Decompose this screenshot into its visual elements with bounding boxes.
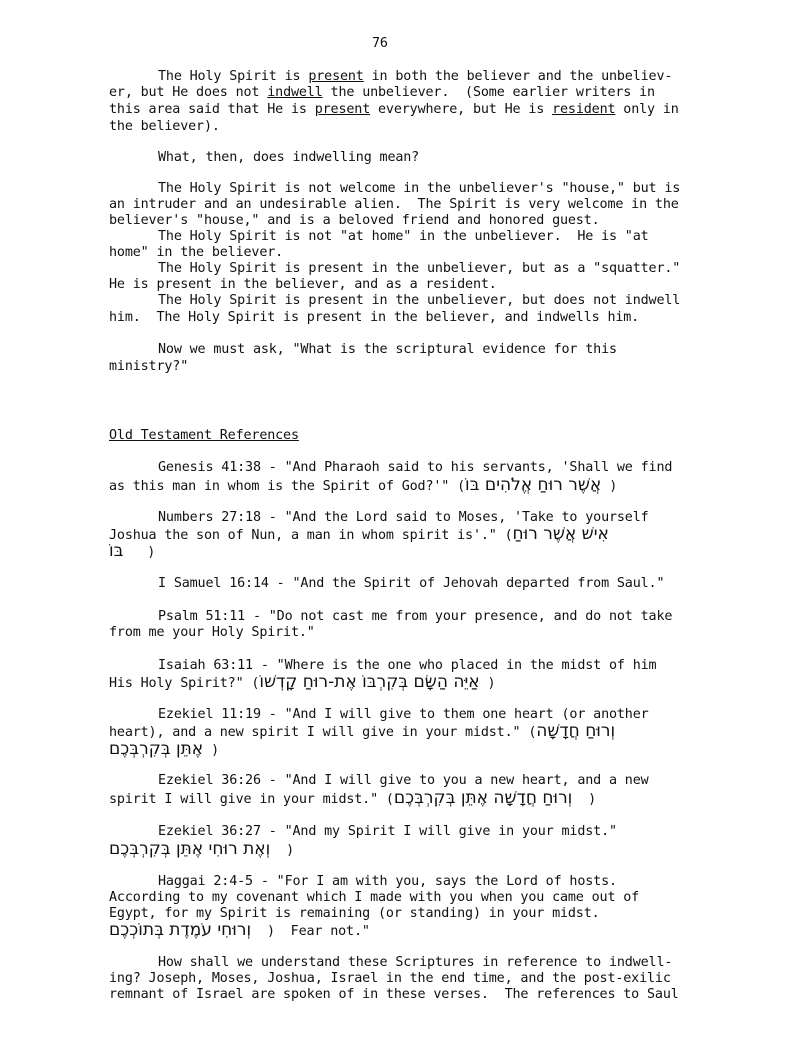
- hebrew-text: וְרוּחִי עֹמֶדֶת בְּתוֹכְכֶם: [109, 920, 252, 940]
- scripture-reference: I Samuel 16:14 - "And the Spirit of Jehovah departed from Saul.": [158, 576, 665, 591]
- text-line: He is present in the believer, and as a resident.: [109, 277, 497, 292]
- text-line: believer's "house," and is a beloved friend and honored guest.: [109, 213, 600, 228]
- hebrew-text: אִישׁ אֲשֶׁר רוּחַ: [512, 524, 609, 544]
- scripture-reference: Ezekiel 36:26 - "And I will give to you a new heart, and a new: [158, 773, 649, 788]
- scripture-reference: According to my covenant which I made with you when you came out of: [109, 890, 640, 905]
- scripture-reference: Numbers 27:18 - "And the Lord said to Moses, 'Take to yourself: [158, 510, 649, 525]
- underlined-word: present: [308, 69, 364, 84]
- hebrew-text: וְרוּחַ חֲדָשָׁה אֶתֵּן בְּקִרְבְּכֶם: [393, 788, 573, 808]
- scripture-reference: Isaiah 63:11 - "Where is the one who placed in the midst of him: [158, 658, 657, 673]
- text-line: remnant of Israel are spoken of in these verses. The references to Saul: [109, 987, 679, 1002]
- text-line: ing? Joseph, Moses, Joshua, Israel in the end time, and the post-exilic: [109, 971, 671, 986]
- scripture-reference: וְאֶת רוּחִי אֶתֵּן בְּקִרְבְּכֶם ): [109, 839, 295, 859]
- text-line: er, but He does not indwell the unbeliever. (Some earlier writers in: [109, 85, 655, 100]
- underlined-word: indwell: [267, 85, 323, 100]
- scripture-reference: spirit I will give in your midst." (וְרוּחַ חֲדָשָׁה אֶתֵּן בְּקִרְבְּכֶם ): [109, 788, 597, 808]
- underlined-word: resident: [552, 102, 616, 117]
- text-line: The Holy Spirit is present in both the believer and the unbeliev-: [158, 69, 673, 84]
- page-number: 76: [372, 36, 388, 51]
- text-line: The Holy Spirit is not "at home" in the unbeliever. He is "at: [158, 229, 649, 244]
- text-line: an intruder and an undesirable alien. The Spirit is very welcome in the: [109, 197, 679, 212]
- scripture-reference: from me your Holy Spirit.": [109, 625, 315, 640]
- text-line: The Holy Spirit is present in the unbeliever, but as a "squatter.": [158, 261, 681, 276]
- scripture-reference: Ezekiel 36:27 - "And my Spirit I will give in your midst.": [158, 824, 617, 839]
- hebrew-text: אֶתֵּן בְּקִרְבְּכֶם: [109, 739, 204, 759]
- scripture-reference: אֶתֵּן בְּקִרְבְּכֶם ): [109, 739, 219, 759]
- question-line: What, then, does indwelling mean?: [158, 150, 420, 165]
- scripture-reference: Ezekiel 11:19 - "And I will give to them one heart (or another: [158, 707, 649, 722]
- text-line: ministry?": [109, 359, 189, 374]
- hebrew-text: בּוֹ: [109, 541, 124, 561]
- text-line: Now we must ask, "What is the scriptural evidence for this: [158, 342, 617, 357]
- scripture-reference: as this man in whom is the Spirit of God?'" (אֲשֶׁר רוּחַ אֱלֹהִים בּוֹ ): [109, 475, 618, 495]
- scripture-reference: His Holy Spirit?" (אַיֵּה הַשָּׂם בְּקִרְבּוֹ אֶת-רוּחַ קָדְשׁוֹ ): [109, 672, 496, 692]
- text-line: The Holy Spirit is present in the unbeliever, but does not indwell: [158, 293, 681, 308]
- text-line: him. The Holy Spirit is present in the believer, and indwells him.: [109, 310, 640, 325]
- underlined-word: present: [314, 102, 371, 117]
- hebrew-text: אֲשֶׁר רוּחַ אֱלֹהִים בּוֹ: [465, 475, 602, 495]
- scripture-reference: בּוֹ ): [109, 541, 156, 561]
- text-line: this area said that He is present everywhere, but He is resident only in: [109, 102, 679, 117]
- hebrew-text: וְרוּחַ חֲדָשָׁה: [536, 721, 616, 741]
- text-line: the believer).: [109, 119, 220, 134]
- section-heading: Old Testament References: [109, 428, 299, 443]
- text-line: home" in the believer.: [109, 245, 284, 260]
- scripture-reference: וְרוּחִי עֹמֶדֶת בְּתוֹכְכֶם ) Fear not.": [109, 920, 370, 940]
- hebrew-text: וְאֶת רוּחִי אֶתֵּן בְּקִרְבְּכֶם: [109, 839, 271, 859]
- scripture-reference: Haggai 2:4-5 - "For I am with you, says the Lord of hosts.: [158, 874, 617, 889]
- hebrew-text: אַיֵּה הַשָּׂם בְּקִרְבּוֹ אֶת-רוּחַ קָדְשׁוֹ: [259, 672, 480, 692]
- scripture-reference: Genesis 41:38 - "And Pharaoh said to his servants, 'Shall we find: [158, 460, 673, 475]
- scripture-reference: heart), and a new spirit I will give in your midst." (וְרוּחַ חֲדָשָׁה: [109, 721, 616, 741]
- scripture-reference: Joshua the son of Nun, a man in whom spirit is'." (אִישׁ אֲשֶׁר רוּחַ: [109, 524, 609, 544]
- text-line: The Holy Spirit is not welcome in the unbeliever's "house," but is: [158, 181, 681, 196]
- scripture-reference: Psalm 51:11 - "Do not cast me from your presence, and do not take: [158, 609, 673, 624]
- text-line: How shall we understand these Scriptures in reference to indwell-: [158, 955, 673, 970]
- scripture-reference: Egypt, for my Spirit is remaining (or standing) in your midst.: [109, 906, 600, 921]
